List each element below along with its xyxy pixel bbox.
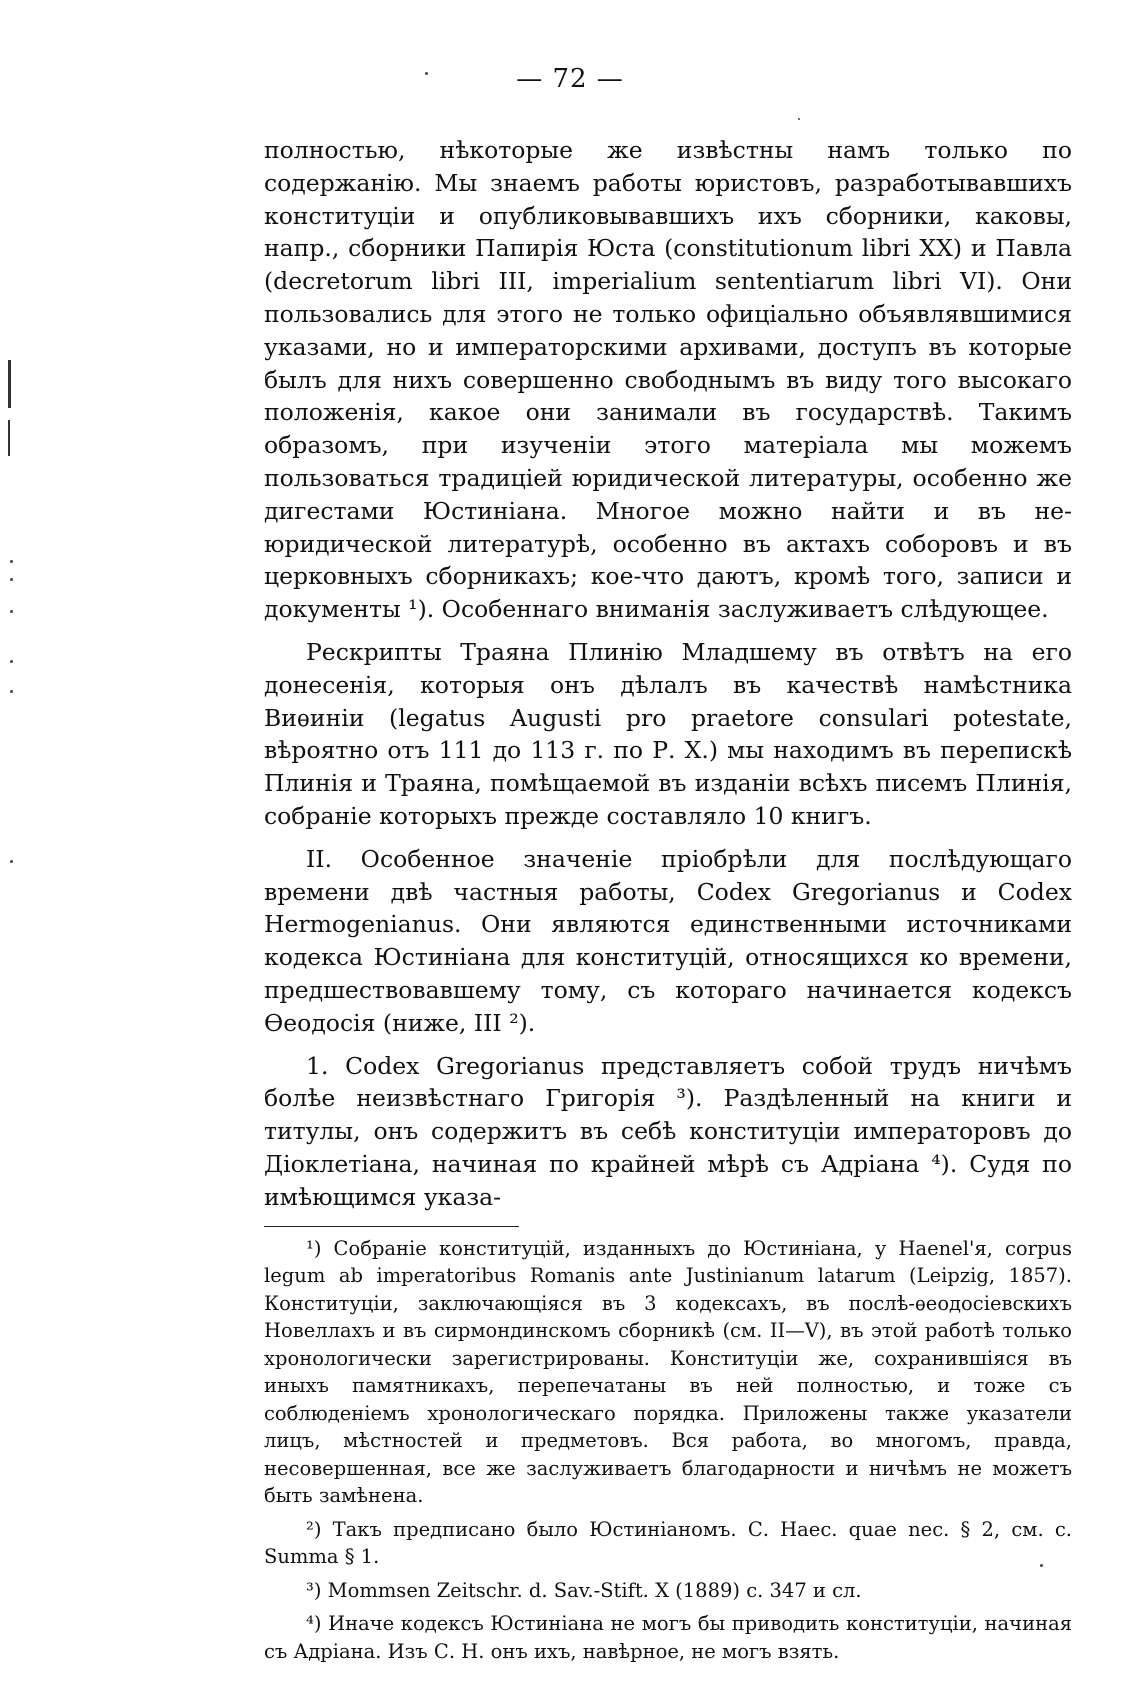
body-paragraph: Рескрипты Траяна Плинію Младшему въ отвѣтъ на его донесенія, которыя онъ дѣлалъ въ качествѣ намѣстника Виѳиніи (legatus Augusti pro praetore consulari potestate, вѣроятно отъ 111 до 113 г. по Р. Х.) мы находимъ въ перепискѣ Плинія и Траяна, помѣщаемой въ изданіи всѣхъ писемъ Плинія, собраніе которыхъ прежде составляло 10 книгъ. bbox=[264, 637, 1072, 830]
footnote: ¹) Собраніе конституцій, изданныхъ до Юстиніана, у Haenel'я, corpus legum ab imperatoribus Romanis ante Justinianum latarum (Leipzig, 1857). Конституціи, заключающіяся въ 3 кодексахъ, въ послѣ-ѳеодосіевскихъ Новеллахъ и въ сирмондинскомъ сборникѣ (см. II—V), въ этой работѣ только хронологически зарегистрированы. Конституціи же, сохранившіяся въ иныхъ памятникахъ, перепечатаны въ ней полностью, и тоже съ соблюденіемъ хронологическаго порядка. Приложены также указатели лицъ, мѣстностей и предметовъ. Вся работа, во многомъ, правда, несовершенная, все же заслуживаетъ благодарности и ничѣмъ не можетъ быть замѣнена. bbox=[264, 1236, 1072, 1507]
scan-speck bbox=[10, 660, 13, 663]
footnote: ²) Такъ предписано было Юстиніаномъ. С. Haec. quae nec. § 2, см. с. Summa § 1. bbox=[264, 1517, 1072, 1568]
scan-edge-mark bbox=[8, 420, 10, 456]
scan-speck bbox=[10, 578, 13, 581]
scan-edge-mark bbox=[8, 360, 11, 408]
footnote: ³) Mommsen Zeitschr. d. Sav.-Stift. X (1889) c. 347 и сл. bbox=[306, 1578, 862, 1602]
scan-speck bbox=[10, 860, 13, 863]
scan-speck bbox=[10, 560, 13, 563]
body-paragraph: полностью, нѣкоторые же извѣстны намъ только по содержанію. Мы знаемъ работы юристовъ, разработывавшихъ конституціи и опубликовывавшихъ ихъ сборники, каковы, напр., сборники Папирія Юста (constitutionum libri XX) и Павла (decretorum libri III, imperialium sententiarum libri VI). Они пользовались для этого не только офиціально объявлявшимися указами, но и императорскими архивами, доступъ въ которые былъ для нихъ совершенно свободнымъ въ виду того высокаго положенія, какое они занимали въ государствѣ. Такимъ образомъ, при изученіи этого матеріала мы можемъ пользоваться традиціей юридической литературы, особенно же дигестами Юстиніана. Многое можно найти и въ не-юридической литературѣ, особенно въ актахъ соборовъ и въ церковныхъ сборникахъ; кое-что даютъ, кромѣ того, записи и документы ¹). Особеннаго вниманія заслуживаетъ слѣдующее. bbox=[264, 136, 1072, 624]
page-number: — 72 — bbox=[516, 64, 624, 94]
body-paragraph: II. Особенное значеніе пріобрѣли для послѣдующаго времени двѣ частныя работы, Codex Gregorianus и Codex Hermogenianus. Они являются единственными источниками кодекса Юстиніана для конституцій, относящихся ко времени, предшествовавшему тому, съ котораго начинается кодексъ Ѳеодосія (ниже, III ²). bbox=[264, 844, 1072, 1037]
scan-speck bbox=[10, 610, 13, 613]
body-paragraph: 1. Codex Gregorianus представляетъ собой трудъ ничѣмъ болѣе неизвѣстнаго Григорія ³). Раздѣленный на книги и титулы, онъ содержитъ въ себѣ конституціи императоровъ до Діоклетіана, начиная по крайней мѣрѣ съ Адріана ⁴). Судя по имѣющимся указа- bbox=[264, 1051, 1072, 1211]
scan-speck bbox=[10, 690, 13, 693]
footnote: ⁴) Иначе кодексъ Юстиніана не могъ бы приводить конституціи, начиная съ Адріана. Изъ С. Н. онъ ихъ, навѣрное, не могъ взять. bbox=[264, 1612, 1072, 1663]
footnote-divider bbox=[264, 1226, 519, 1227]
page-body bbox=[264, 134, 1072, 1671]
scan-speck bbox=[798, 118, 800, 120]
